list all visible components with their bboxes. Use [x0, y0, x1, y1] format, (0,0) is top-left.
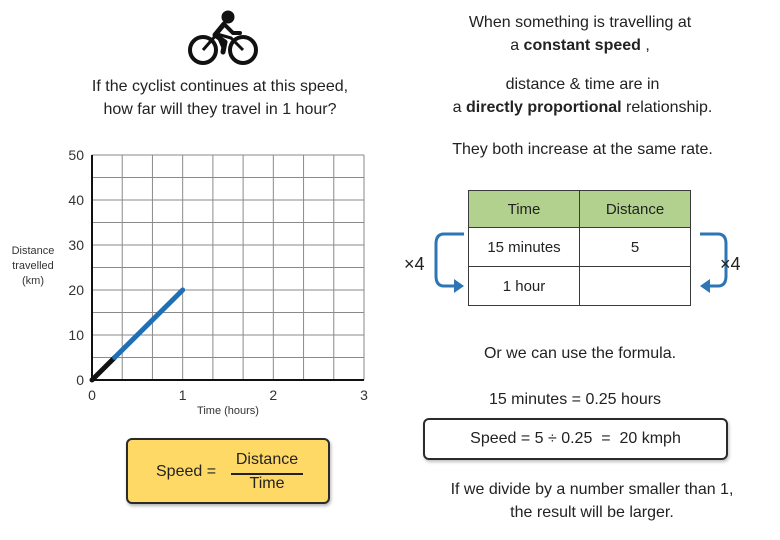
y-tick-label: 40 — [68, 192, 84, 208]
x-axis-label: Time (hours) — [197, 405, 259, 417]
cyclist-icon — [186, 8, 260, 68]
header-time: Time — [469, 191, 580, 228]
table-row — [469, 228, 691, 267]
multiplier-left: ×4 — [404, 254, 425, 274]
distance-time-chart — [0, 140, 400, 430]
speed-label: Speed = — [156, 463, 217, 480]
intro-line-2: a constant speed , — [510, 37, 650, 54]
formula-numerator: Distance — [235, 451, 299, 468]
y-tick-label: 30 — [68, 237, 84, 253]
constant-speed-term: constant speed — [523, 37, 641, 54]
note-line-2: the result will be larger. — [510, 504, 674, 521]
speed-calculation-box — [423, 418, 728, 460]
relation-line-1: distance & time are in — [505, 76, 660, 93]
series-line-black — [92, 358, 115, 381]
speed-calculation-text: Speed = 5 ÷ 0.25 = 20 kmph — [470, 430, 681, 447]
intro-line-1: When something is travelling at — [468, 14, 692, 31]
cell-time: 1 hour — [469, 267, 580, 306]
intro-text — [420, 11, 740, 57]
y-tick-label: 50 — [68, 147, 84, 163]
formula-intro-text: Or we can use the formula. — [483, 345, 677, 362]
note-text — [412, 478, 772, 524]
y-axis-label-line-2: travelled — [12, 260, 54, 272]
question-line-1: If the cyclist continues at this speed, — [91, 78, 349, 95]
question-line-2: how far will they travel in 1 hour? — [103, 101, 337, 118]
cell-distance-empty — [580, 267, 691, 306]
x-tick-label: 0 — [88, 387, 96, 403]
chart-ticks — [68, 147, 368, 403]
x-tick-label: 3 — [360, 387, 368, 403]
table-header-row — [469, 191, 691, 228]
note-line-1: If we divide by a number smaller than 1, — [450, 481, 734, 498]
y-axis-label-line-3: (km) — [22, 275, 44, 287]
relation-text — [405, 73, 760, 119]
same-rate-text: They both increase at the same rate. — [452, 141, 713, 158]
ratio-table — [468, 190, 691, 306]
multiplier-right: ×4 — [720, 254, 741, 274]
cell-time: 15 minutes — [469, 228, 580, 267]
relation-line-2: a directly proportional relationship. — [452, 99, 713, 116]
cell-distance: 5 — [580, 228, 691, 267]
table-row — [469, 267, 691, 306]
curved-arrow-left-icon — [430, 226, 470, 296]
y-tick-label: 10 — [68, 327, 84, 343]
y-tick-label: 20 — [68, 282, 84, 298]
conversion-text: 15 minutes = 0.25 hours — [488, 391, 662, 408]
header-distance: Distance — [580, 191, 691, 228]
directly-proportional-term: directly proportional — [466, 99, 622, 116]
chart-grid — [92, 155, 364, 380]
x-tick-label: 2 — [269, 387, 278, 403]
y-tick-label: 0 — [76, 372, 84, 388]
speed-formula-box — [126, 438, 330, 504]
y-axis-label-line-1: Distance — [11, 245, 55, 257]
formula-denominator: Time — [249, 475, 285, 492]
question-text — [60, 75, 380, 121]
series-line-blue — [115, 290, 183, 358]
x-tick-label: 1 — [178, 387, 187, 403]
